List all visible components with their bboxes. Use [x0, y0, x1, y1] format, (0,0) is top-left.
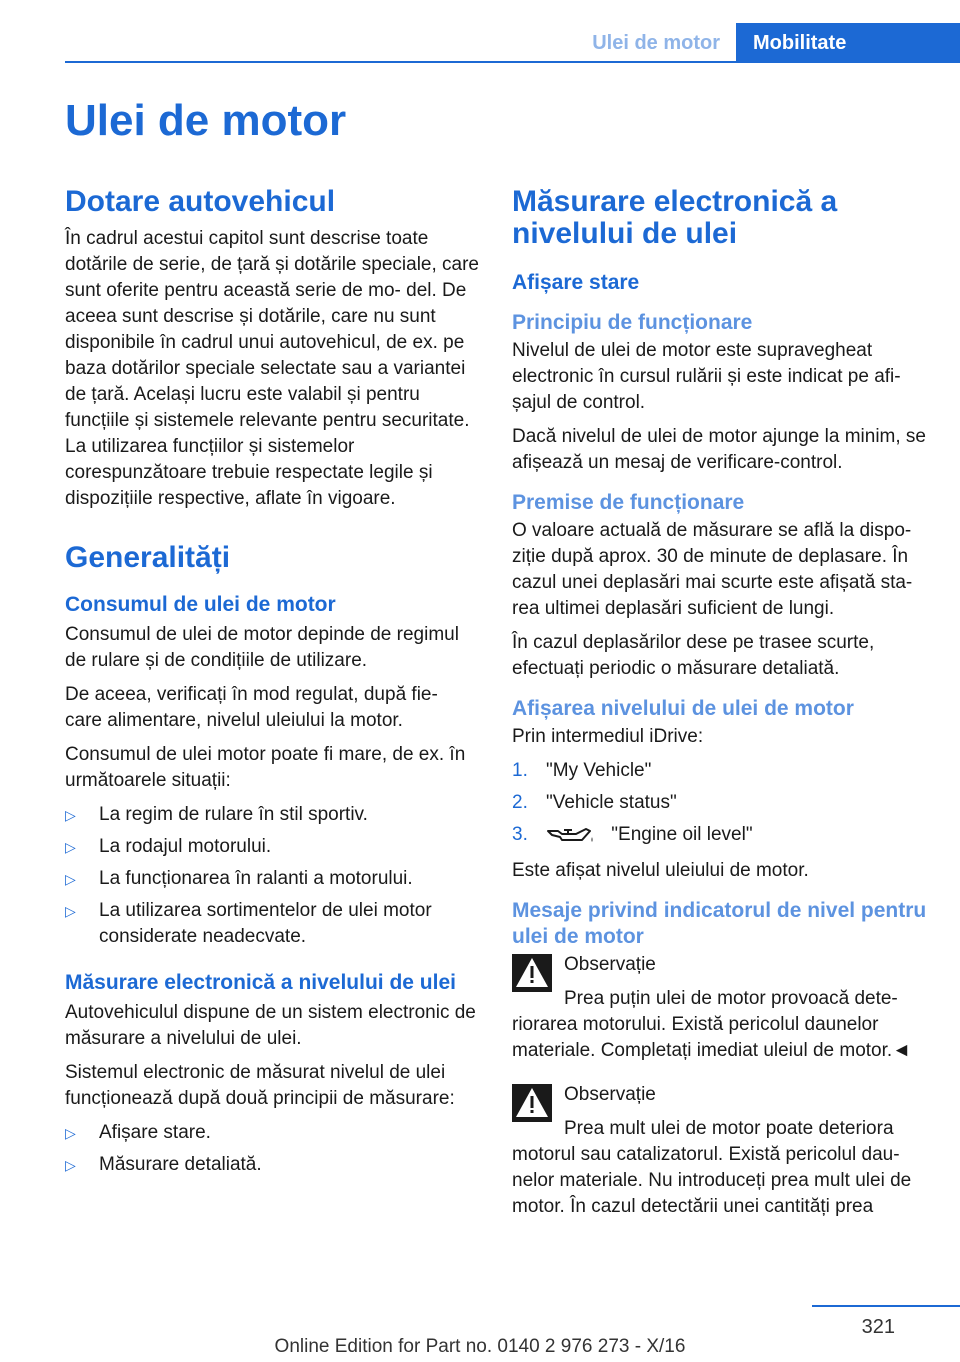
step-number: 2.	[512, 792, 528, 813]
step-text: "My Vehicle"	[546, 760, 652, 781]
list-item: ▷ Măsurare detaliată.	[65, 1152, 480, 1178]
warning-title: Observație	[564, 1084, 656, 1105]
step-text: "Vehicle status"	[546, 792, 677, 813]
warning-title: Observație	[564, 954, 656, 975]
heading-masurare-left: Măsurare electronică a nivelului de ulei	[65, 971, 456, 994]
bullet-list-consum	[65, 802, 480, 950]
list-item: ▷ La rodajul motorului.	[65, 834, 480, 860]
warning-box-2	[512, 1082, 930, 1220]
warning-text: Prea puțin ulei de motor provoacă dete- riorarea motorului. Există pericolul daunelor materiale. Completați imediat uleiul de motor.◄	[512, 988, 911, 1061]
heading-afisare-stare: Afișare stare	[512, 271, 640, 294]
paragraph-masurare-1: Autovehiculul dispune de un sistem electronic de măsurare a nivelului de ulei.	[65, 1002, 476, 1049]
list-item	[512, 822, 930, 848]
footer-edition: Online Edition for Part no. 0140 2 976 273 - X/16	[274, 1336, 686, 1357]
paragraph-premise-1: O valoare actuală de măsurare se află la dispo- ziție după aprox. 30 de minute de deplasare. În cazul unei deplasări mai scurte este afișată sta- rea ultimei deplasări suficient de lungi.	[512, 520, 913, 619]
paragraph-afisat: Este afișat nivelul uleiului de motor.	[512, 860, 809, 881]
step-text: "Engine oil level"	[611, 824, 753, 845]
left-column	[65, 186, 480, 1188]
list-item: ▷ La utilizarea sortimentelor de ulei motor considerate neadecvate.	[65, 898, 480, 950]
step-number: 1.	[512, 760, 528, 781]
header-section-label: Ulei de motor	[592, 32, 720, 54]
heading-premise: Premise de funcționare	[512, 491, 745, 514]
list-item: ▷ La funcționarea în ralanti a motorului.	[65, 866, 480, 892]
heading-dotare: Dotare autovehicul	[65, 185, 336, 218]
heading-mesaje: Mesaje privind indicatorul de nivel pentru ulei de motor	[512, 899, 927, 948]
heading-consum: Consumul de ulei de motor	[65, 593, 336, 616]
page-number: 321	[861, 1316, 895, 1338]
step-number: 3.	[512, 824, 528, 845]
heading-generalitati: Generalități	[65, 541, 231, 574]
warning-icon	[512, 954, 552, 992]
header-chapter-tab: Mobilitate	[736, 23, 960, 63]
warning-text: Prea mult ulei de motor poate deteriora motorul sau catalizatorul. Există pericolul dau- nelor materiale. Nu introduceți prea mult ulei de motor. În cazul detectării unei cantități prea	[512, 1118, 912, 1217]
list-item	[512, 790, 930, 816]
paragraph-principiu-1: Nivelul de ulei de motor este supravegheat electronic în cursul rulării și este indicat pe afi- șajul de control.	[512, 340, 901, 413]
right-column	[512, 186, 930, 1238]
paragraph-premise-2: În cazul deplasărilor dese pe trasee scurte, efectuați periodic o măsurare detaliată.	[512, 632, 875, 679]
paragraph-idrive: Prin intermediul iDrive:	[512, 726, 704, 747]
warning-icon	[512, 1084, 552, 1122]
heading-masurare-right: Măsurare electronică a nivelului de ulei	[512, 185, 838, 250]
list-item: ▷ Afișare stare.	[65, 1120, 480, 1146]
heading-afisarea-nivelului: Afișarea nivelului de ulei de motor	[512, 697, 854, 720]
bullet-list-principii	[65, 1120, 480, 1178]
list-item	[512, 758, 930, 784]
paragraph-consum-2: De aceea, verificați în mod regulat, după fie- care alimentare, nivelul uleiului la motor.	[65, 684, 438, 731]
list-item: ▷ La regim de rulare în stil sportiv.	[65, 802, 480, 828]
steps-list	[512, 758, 930, 848]
paragraph-consum-3: Consumul de ulei motor poate fi mare, de ex. în următoarele situații:	[65, 744, 466, 791]
paragraph-dotare: În cadrul acestui capitol sunt descrise toate dotările de serie, de țară și dotările speciale, care sunt oferite pentru această serie de mo- del. De aceea sunt descrise și dotările, care nu sunt disponibile în cadrul unui autovehicul, de ex. pe baza dotărilor speciale selectate sau a variantei de țară. Același lucru este valabil și pentru funcțiile și sistemele relevante pentru securitate. La utilizarea funcțiilor și sistemelor corespunzătoare trebuie respectate legile și dispozițiile respective, aflate în vigoare.	[65, 228, 480, 509]
page-title: Ulei de motor	[65, 96, 347, 145]
paragraph-masurare-2: Sistemul electronic de măsurat nivelul de ulei funcționează după două principii de măsurare:	[65, 1062, 455, 1109]
footer-rule	[812, 1305, 960, 1307]
paragraph-principiu-2: Dacă nivelul de ulei de motor ajunge la minim, se afișează un mesaj de verificare-control.	[512, 426, 926, 473]
warning-box-1	[512, 952, 930, 1064]
heading-principiu: Principiu de funcționare	[512, 311, 753, 334]
paragraph-consum-1: Consumul de ulei de motor depinde de regimul de rulare și de condițiile de utilizare.	[65, 624, 459, 671]
oil-can-icon	[546, 825, 596, 845]
